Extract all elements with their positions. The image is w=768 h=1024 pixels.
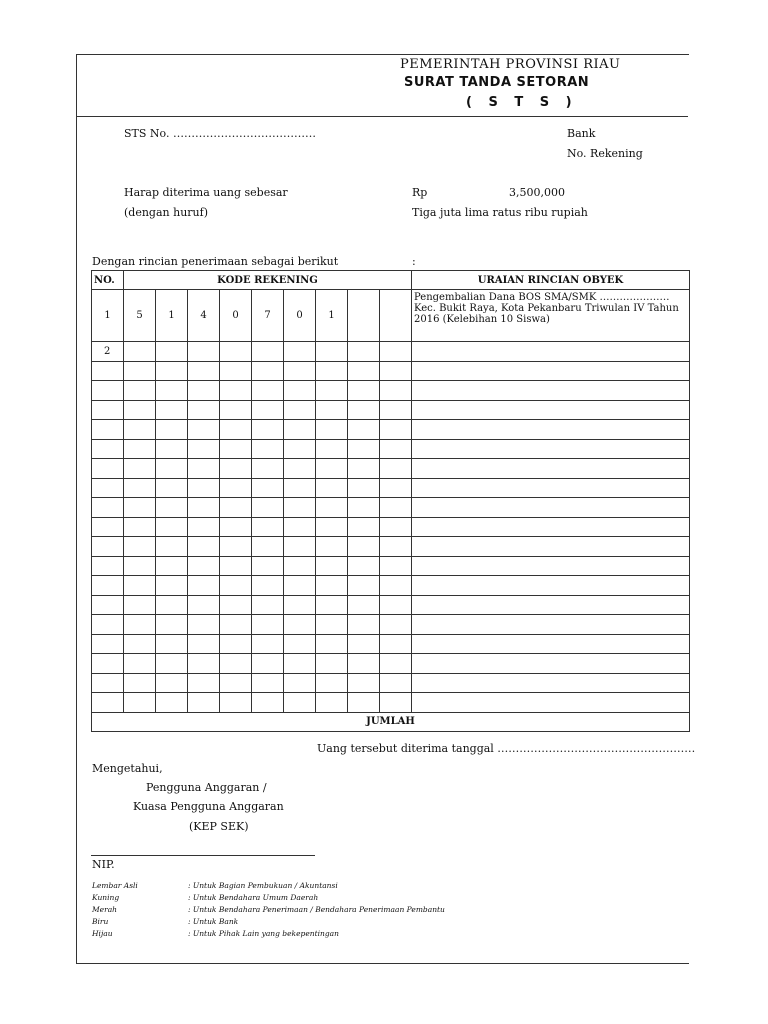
code-cell: [380, 361, 412, 381]
code-cell: [316, 576, 348, 596]
copy-purpose: : Untuk Bendahara Umum Daerah: [188, 893, 319, 902]
code-cell: [316, 595, 348, 615]
code-cell: [156, 342, 188, 362]
code-cell: [380, 537, 412, 557]
code-cell: [188, 381, 220, 401]
code-cell: [124, 517, 156, 537]
code-cell: [284, 615, 316, 635]
row-number-cell: [92, 400, 124, 420]
code-cell: [220, 693, 252, 713]
code-digit: [348, 290, 380, 342]
table-row: [92, 478, 690, 498]
code-cell: [380, 517, 412, 537]
code-cell: [348, 439, 380, 459]
details-intro: Dengan rincian penerimaan sebagai berikut: [92, 255, 339, 268]
code-digit: 1: [316, 290, 348, 342]
code-cell: [380, 420, 412, 440]
table-header-row: [92, 271, 690, 290]
code-cell: [348, 420, 380, 440]
code-cell: [316, 673, 348, 693]
row-number-cell: [92, 439, 124, 459]
table-row: [92, 654, 690, 674]
description-cell: [412, 673, 690, 693]
row-number-cell: [92, 654, 124, 674]
copy-purpose: : Untuk Pihak Lain yang bekepentingan: [188, 929, 339, 938]
code-cell: [220, 673, 252, 693]
code-cell: [252, 537, 284, 557]
code-cell: [252, 556, 284, 576]
code-cell: [316, 537, 348, 557]
code-cell: [284, 478, 316, 498]
kuasa-pengguna-label: Kuasa Pengguna Anggaran: [133, 800, 284, 813]
receipt-table: [91, 270, 690, 732]
code-cell: [124, 478, 156, 498]
sts-number-field: STS No. …………………………………: [124, 127, 316, 140]
code-cell: [220, 634, 252, 654]
row-number-cell: [92, 361, 124, 381]
description-cell: [412, 517, 690, 537]
description-cell: [412, 459, 690, 479]
code-cell: [156, 537, 188, 557]
code-cell: [348, 498, 380, 518]
code-cell: [380, 556, 412, 576]
copy-purpose: : Untuk Bagian Pembukuan / Akuntansi: [188, 881, 338, 890]
code-cell: [220, 556, 252, 576]
code-cell: [252, 498, 284, 518]
amount-value: 3,500,000: [509, 186, 565, 199]
code-cell: [188, 693, 220, 713]
code-cell: [348, 576, 380, 596]
code-cell: [284, 673, 316, 693]
code-cell: [220, 615, 252, 635]
code-cell: [252, 478, 284, 498]
code-cell: [284, 537, 316, 557]
code-cell: [348, 556, 380, 576]
code-cell: [284, 654, 316, 674]
code-cell: [348, 400, 380, 420]
code-cell: [156, 517, 188, 537]
code-cell: [252, 361, 284, 381]
row-number-cell: [92, 595, 124, 615]
currency-label: Rp: [412, 186, 428, 199]
code-cell: [316, 556, 348, 576]
code-cell: [220, 361, 252, 381]
code-cell: [284, 459, 316, 479]
code-cell: [156, 595, 188, 615]
code-cell: [124, 498, 156, 518]
code-cell: [380, 673, 412, 693]
code-cell: [348, 654, 380, 674]
copy-purpose: : Untuk Bendahara Penerimaan / Bendahara Penerimaan Pembantu: [188, 905, 445, 914]
code-cell: [220, 400, 252, 420]
code-cell: [252, 400, 284, 420]
row-number-cell: [92, 615, 124, 635]
code-cell: [252, 517, 284, 537]
code-cell: [188, 615, 220, 635]
code-cell: [380, 400, 412, 420]
code-cell: [252, 459, 284, 479]
code-cell: [284, 381, 316, 401]
row-number-cell: [92, 673, 124, 693]
table-row: [92, 634, 690, 654]
table-row: [92, 615, 690, 635]
code-cell: [316, 381, 348, 401]
code-cell: [252, 673, 284, 693]
code-cell: [220, 420, 252, 440]
code-cell: [124, 381, 156, 401]
code-cell: [348, 381, 380, 401]
code-cell: [156, 556, 188, 576]
code-cell: [188, 439, 220, 459]
table-row: [92, 673, 690, 693]
row-number-cell: [92, 576, 124, 596]
code-cell: [252, 595, 284, 615]
code-digit: 7: [252, 290, 284, 342]
code-cell: [124, 400, 156, 420]
code-cell: [124, 342, 156, 362]
code-cell: [220, 537, 252, 557]
code-cell: [316, 615, 348, 635]
amount-words-label: (dengan huruf): [124, 206, 208, 219]
code-cell: [252, 576, 284, 596]
copy-name: Lembar Asli: [92, 881, 138, 890]
row-number: 2: [92, 342, 124, 362]
code-cell: [252, 439, 284, 459]
table-row: [92, 342, 690, 362]
code-cell: [380, 498, 412, 518]
rekening-label: No. Rekening: [567, 147, 643, 160]
code-cell: [156, 576, 188, 596]
nip-label: NIP.: [92, 858, 115, 871]
copy-name: Hijau: [92, 929, 113, 938]
description-cell: [412, 654, 690, 674]
code-cell: [380, 342, 412, 362]
table-row: [92, 439, 690, 459]
code-cell: [156, 400, 188, 420]
code-cell: [284, 576, 316, 596]
copy-name: Kuning: [92, 893, 120, 902]
code-cell: [284, 693, 316, 713]
table-row: [92, 537, 690, 557]
pengguna-anggaran-label: Pengguna Anggaran /: [146, 781, 267, 794]
table-row: [92, 517, 690, 537]
code-cell: [220, 342, 252, 362]
description-cell: [412, 615, 690, 635]
code-cell: [124, 556, 156, 576]
code-cell: [316, 478, 348, 498]
code-cell: [380, 595, 412, 615]
code-cell: [252, 615, 284, 635]
description-cell: [412, 478, 690, 498]
row-number-cell: [92, 498, 124, 518]
total-label: JUMLAH: [92, 712, 690, 731]
code-cell: [188, 478, 220, 498]
code-cell: [348, 673, 380, 693]
code-cell: [252, 420, 284, 440]
code-cell: [316, 459, 348, 479]
code-cell: [220, 517, 252, 537]
row-number-cell: [92, 537, 124, 557]
row-number-cell: [92, 420, 124, 440]
code-cell: [316, 498, 348, 518]
code-cell: [156, 693, 188, 713]
code-cell: [156, 478, 188, 498]
code-cell: [188, 420, 220, 440]
table-row: [92, 595, 690, 615]
mengetahui-label: Mengetahui,: [92, 762, 163, 775]
total-row: [92, 712, 690, 731]
description-cell: [412, 537, 690, 557]
signature-line: [91, 855, 315, 856]
description-cell: [412, 400, 690, 420]
code-cell: [284, 361, 316, 381]
code-cell: [380, 693, 412, 713]
code-cell: [188, 537, 220, 557]
code-cell: [156, 615, 188, 635]
code-cell: [124, 576, 156, 596]
code-cell: [284, 400, 316, 420]
code-cell: [124, 537, 156, 557]
code-cell: [188, 361, 220, 381]
code-cell: [220, 478, 252, 498]
code-cell: [188, 342, 220, 362]
table-row: [92, 459, 690, 479]
code-cell: [156, 654, 188, 674]
code-cell: [284, 517, 316, 537]
description-cell: [412, 342, 690, 362]
code-cell: [156, 420, 188, 440]
code-cell: [188, 595, 220, 615]
code-cell: [156, 673, 188, 693]
kepsek-label: (KEP SEK): [189, 820, 249, 833]
code-cell: [348, 342, 380, 362]
code-cell: [348, 634, 380, 654]
row-number-cell: [92, 478, 124, 498]
code-cell: [284, 439, 316, 459]
row-number-cell: [92, 634, 124, 654]
code-digit: 4: [188, 290, 220, 342]
code-cell: [188, 576, 220, 596]
description-cell: [412, 634, 690, 654]
table-row: [92, 361, 690, 381]
copy-name: Biru: [92, 917, 109, 926]
code-cell: [220, 576, 252, 596]
header-kode-rekening: KODE REKENING: [124, 271, 412, 290]
code-cell: [284, 498, 316, 518]
document-subtitle: ( S T S ): [466, 95, 578, 110]
row-number-cell: [92, 459, 124, 479]
table-row: [92, 576, 690, 596]
code-cell: [284, 634, 316, 654]
code-cell: [348, 615, 380, 635]
code-cell: [124, 595, 156, 615]
copy-purpose: : Untuk Bank: [188, 917, 239, 926]
received-date-line: Uang tersebut diterima tanggal ………………………………………………: [317, 742, 696, 755]
code-cell: [124, 361, 156, 381]
table-row: [92, 381, 690, 401]
code-cell: [252, 342, 284, 362]
header-uraian: URAIAN RINCIAN OBYEK: [412, 271, 690, 290]
row-number: 1: [92, 290, 124, 342]
bank-label: Bank: [567, 127, 596, 140]
description-cell: [412, 576, 690, 596]
code-cell: [220, 439, 252, 459]
code-cell: [124, 459, 156, 479]
table-row: [92, 498, 690, 518]
code-cell: [156, 361, 188, 381]
code-cell: [316, 400, 348, 420]
code-cell: [252, 634, 284, 654]
description-cell: [412, 381, 690, 401]
code-cell: [316, 342, 348, 362]
code-cell: [188, 556, 220, 576]
code-cell: [316, 634, 348, 654]
code-cell: [316, 517, 348, 537]
amount-request-label: Harap diterima uang sebesar: [124, 186, 288, 199]
code-cell: [316, 439, 348, 459]
code-cell: [188, 673, 220, 693]
code-cell: [124, 615, 156, 635]
code-cell: [348, 459, 380, 479]
description-cell: [412, 439, 690, 459]
table-row: [92, 400, 690, 420]
code-cell: [380, 654, 412, 674]
details-colon: :: [412, 255, 416, 268]
code-cell: [220, 595, 252, 615]
code-cell: [380, 439, 412, 459]
code-digit: 0: [284, 290, 316, 342]
header-divider: [76, 116, 688, 117]
code-cell: [156, 381, 188, 401]
code-cell: [380, 576, 412, 596]
table-row: [92, 290, 690, 342]
description-cell: [412, 420, 690, 440]
code-cell: [348, 478, 380, 498]
code-cell: [380, 459, 412, 479]
code-cell: [220, 381, 252, 401]
code-cell: [156, 498, 188, 518]
code-cell: [252, 693, 284, 713]
row-number-cell: [92, 556, 124, 576]
document-title: SURAT TANDA SETORAN: [404, 75, 590, 90]
code-cell: [188, 634, 220, 654]
code-cell: [156, 634, 188, 654]
code-cell: [124, 693, 156, 713]
code-cell: [252, 654, 284, 674]
code-cell: [348, 361, 380, 381]
code-digit: [380, 290, 412, 342]
code-cell: [380, 381, 412, 401]
item-description: Pengembalian Dana BOS SMA/SMK ………………… Kec. Bukit Raya, Kota Pekanbaru Triwulan IV Tahun 2016 (Kelebihan 10 Siswa): [412, 290, 690, 342]
table-row: [92, 420, 690, 440]
copy-name: Merah: [92, 905, 118, 914]
code-cell: [316, 654, 348, 674]
description-cell: [412, 361, 690, 381]
code-cell: [316, 361, 348, 381]
table-row: [92, 693, 690, 713]
code-digit: 0: [220, 290, 252, 342]
description-cell: [412, 498, 690, 518]
description-cell: [412, 595, 690, 615]
code-cell: [284, 595, 316, 615]
code-cell: [124, 420, 156, 440]
code-cell: [380, 615, 412, 635]
code-cell: [188, 517, 220, 537]
header-no: NO.: [92, 271, 124, 290]
code-cell: [348, 517, 380, 537]
code-cell: [252, 381, 284, 401]
code-cell: [156, 439, 188, 459]
row-number-cell: [92, 381, 124, 401]
code-cell: [380, 478, 412, 498]
code-cell: [284, 420, 316, 440]
code-cell: [316, 420, 348, 440]
code-cell: [124, 634, 156, 654]
code-cell: [380, 634, 412, 654]
amount-words-value: Tiga juta lima ratus ribu rupiah: [412, 206, 588, 219]
row-number-cell: [92, 517, 124, 537]
code-cell: [220, 459, 252, 479]
code-cell: [124, 673, 156, 693]
code-digit: 5: [124, 290, 156, 342]
code-cell: [348, 537, 380, 557]
table-row: [92, 556, 690, 576]
code-cell: [220, 654, 252, 674]
code-cell: [284, 556, 316, 576]
description-cell: [412, 556, 690, 576]
code-cell: [348, 693, 380, 713]
code-cell: [188, 459, 220, 479]
code-cell: [156, 459, 188, 479]
code-cell: [220, 498, 252, 518]
code-digit: 1: [156, 290, 188, 342]
code-cell: [124, 654, 156, 674]
code-cell: [188, 498, 220, 518]
code-cell: [348, 595, 380, 615]
description-cell: [412, 693, 690, 713]
code-cell: [188, 654, 220, 674]
code-cell: [316, 693, 348, 713]
government-heading: PEMERINTAH PROVINSI RIAU: [400, 57, 621, 72]
code-cell: [188, 400, 220, 420]
row-number-cell: [92, 693, 124, 713]
code-cell: [124, 439, 156, 459]
code-cell: [284, 342, 316, 362]
